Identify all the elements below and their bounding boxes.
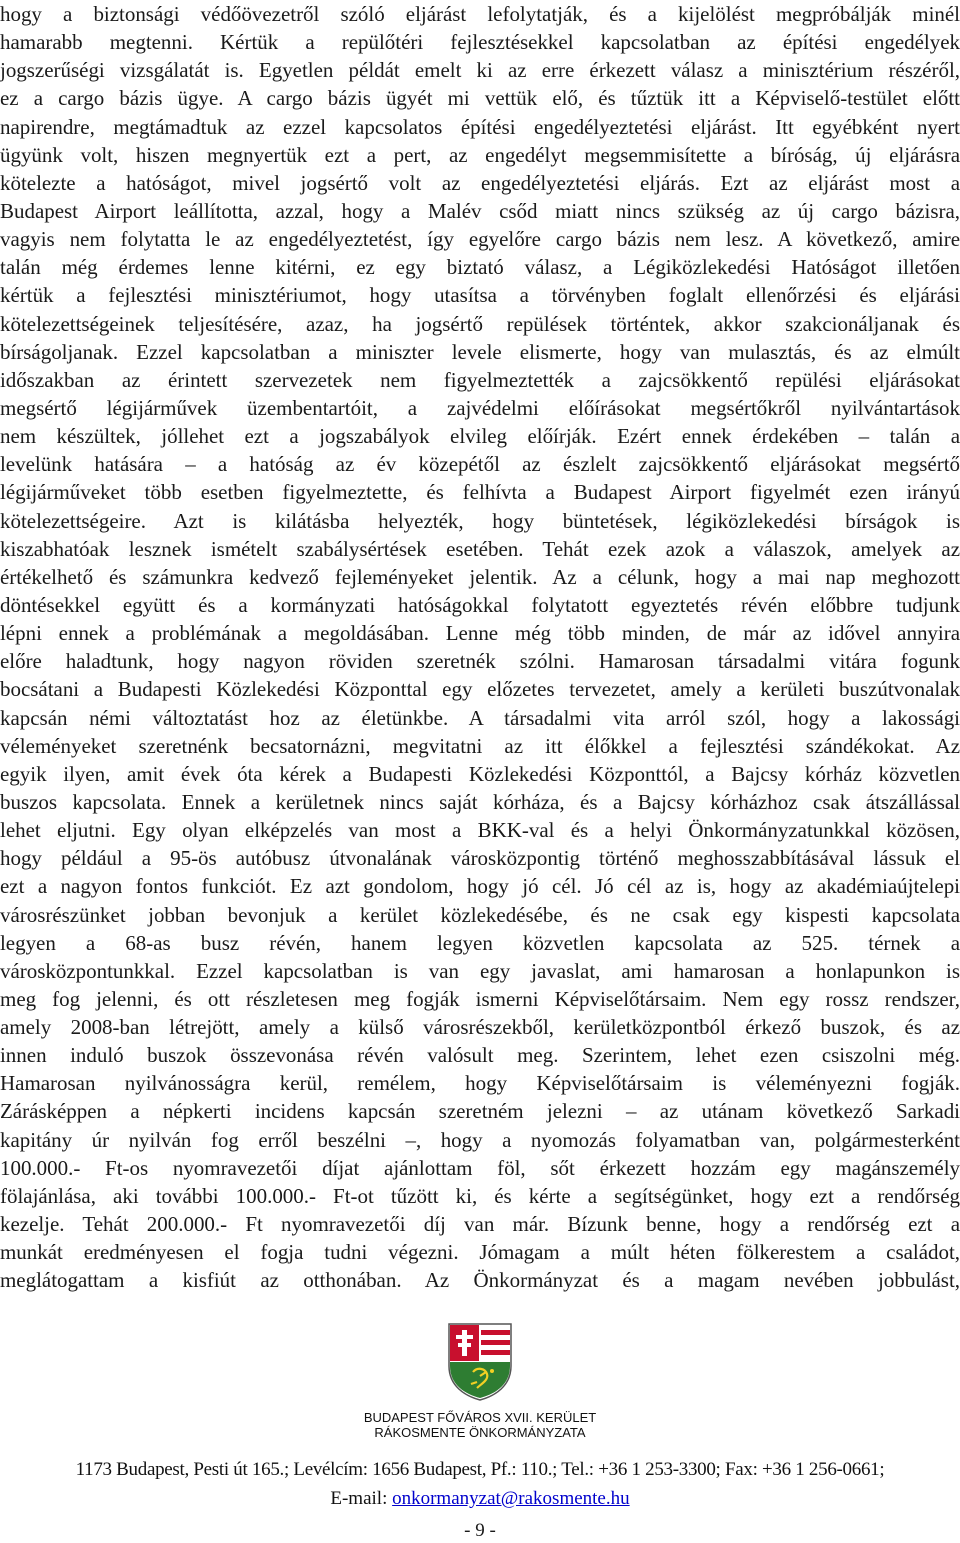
body-text-line: kötelezettségeinek teljesítésére, azaz, ha jogsértő repülések történtek, akkor szakcionáljanak és bbox=[0, 311, 960, 336]
body-text-line: városrészünket jobban bevonjuk a kerület közlekedésébe, és ne csak egy kispesti kapcsolata bbox=[0, 902, 960, 927]
body-text-line: kértük a fejlesztési minisztériumot, hogy utasítsa a törvényben foglalt ellenőrzési és eljárási bbox=[0, 283, 960, 308]
body-text-line: városközpontunkkal. Ezzel kapcsolatban is van egy javaslat, ami hamarosan a honlapunkon is bbox=[0, 958, 960, 983]
body-text-line: időszakban az érintett szervezetek nem figyelmeztették a zajcsökkentő repülési eljárásokat bbox=[0, 367, 960, 392]
body-text-line: meglátogattam a kisfiút az otthonában. Az Önkormányzat és a magam nevében jobbulást, bbox=[0, 1268, 960, 1293]
body-text-line: nem készültek, jóllehet ezt a jogszabályok elvileg előírják. Ezért ennek érdekében – talán a bbox=[0, 424, 960, 449]
body-text-line: vagyis nem folytatta le az engedélyeztetést, így egyelőre cargo bázis nem lesz. A következő, amire bbox=[0, 227, 960, 252]
footer-organization-name: BUDAPEST FŐVÁROS XVII. KERÜLET bbox=[363, 1410, 597, 1425]
body-text-line: kezelje. Tehát 200.000.- Ft nyomravezetői díj van már. Bízunk benne, hogy a rendőrség ezt a bbox=[0, 1212, 960, 1237]
body-text-line: bocsátani a Budapesti Közlekedési Központtal egy előzetes tervezetet, amely a kerületi buszútvonalak bbox=[0, 677, 960, 702]
body-text-line: napirendre, megtámadtuk az ezzel kapcsolatos építési engedélyeztetési eljárást. Itt egyébként nyert bbox=[0, 114, 960, 139]
body-text-line: innen induló buszok összevonása révén valósult meg. Szerintem, lehet ezen csiszolni még. bbox=[0, 1043, 960, 1068]
body-text-line: légijárműveket több esetben figyelmeztette, és felhívta a Budapest Airport figyelmét ezen irányú bbox=[0, 480, 960, 505]
body-text-line: bírságoljanak. Ezzel kapcsolatban a miniszter levele elismerte, hogy van mulasztás, és az elmúlt bbox=[0, 339, 960, 364]
body-text-line: Budapest Airport leállította, azzal, hogy a Malév csőd miatt nincs szükség az új cargo bázisra, bbox=[0, 198, 960, 223]
email-label: E-mail: bbox=[330, 1488, 393, 1509]
body-text-line: munkát eredményesen el fogja tudni végezni. Jómagam a múlt héten fölkerestem a családot, bbox=[0, 1240, 960, 1265]
body-text-line: véleményeket szeretnénk becsatornázni, megvitatni az itt élőkkel a fejlesztési szándékokat. Az bbox=[0, 733, 960, 758]
footer-address: 1173 Budapest, Pesti út 165.; Levélcím: 1656 Budapest, Pf.: 110.; Tel.: +36 1 253-3300; Fax: +36 1 256-0661; bbox=[75, 1459, 885, 1480]
body-text-line: lépni ennek a problémának a megoldásában. Lenne még több minden, de már az idővel annyira bbox=[0, 621, 960, 646]
body-text-line: kiszabhatóak lesznek ismételt szabálysértések esetében. Tehát ezek azok a válaszok, amelyek az bbox=[0, 536, 960, 561]
body-text-line: Hamarosan nyilvánosságra kerül, remélem, hogy Képviselőtársaim is véleményezni fogják. bbox=[0, 1071, 960, 1096]
body-text-line: kötelezettségeire. Azt is kilátásba helyezték, hogy büntetések, légiközlekedési bírságok is bbox=[0, 508, 960, 533]
body-text-line: fölajánlása, aki további 100.000.- Ft-ot tűzött ki, és kérte a segítségünket, hogy ezt a rendőrség bbox=[0, 1183, 960, 1208]
body-text-line: Zárásképpen a népkerti incidens kapcsán szeretném jelezni – az utánam következő Sarkadi bbox=[0, 1099, 960, 1124]
email-link[interactable]: onkormanyzat@rakosmente.hu bbox=[392, 1488, 630, 1509]
body-text-line: egyik ilyen, amit évek óta kérek a Budapesti Közlekedési Központtól, a Bajcsy kórház közvetlen bbox=[0, 761, 960, 786]
body-text-line: amely 2008-ban létrejött, amely a külső városrészekből, kerületközpontból érkező buszok, és az bbox=[0, 1015, 960, 1040]
body-text-line: előre haladtunk, hogy nagyon röviden szeretnék szólni. Hamarosan társadalmi vitára fogunk bbox=[0, 649, 960, 674]
body-text-line: értékelhető és számunkra kedvező fejleményeket jelentik. Az a célunk, hogy a mai nap meghozott bbox=[0, 564, 960, 589]
body-text-line: megsértő légijárművek üzembentartóit, a zajvédelmi előírásokat megsértőkről nyilvántartások bbox=[0, 395, 960, 420]
body-text-line: buszos kapcsolata. Ennek a kerületnek nincs saját kórháza, és a Bajcsy kórházhoz csak átszállással bbox=[0, 789, 960, 814]
body-text-line: 100.000.- Ft-os nyomravezetői díjat ajánlottam föl, sőt érkezett hozzám egy magánszemély bbox=[0, 1155, 960, 1180]
coat-of-arms-icon bbox=[447, 1322, 513, 1402]
body-text-line: kapitány úr nyilván fog erről beszélni –, hogy a nyomozás folyamatban van, polgármesterként bbox=[0, 1127, 960, 1152]
body-text-line: hogy például a 95-ös autóbusz útvonalának városközpontig történő meghosszabbításával lássuk el bbox=[0, 846, 960, 871]
body-text-line: döntésekkel együtt és a kormányzati hatóságokkal folytatott egyeztetés révén előbbre tudjunk bbox=[0, 592, 960, 617]
footer-organization-subname: RÁKOSMENTE ÖNKORMÁNYZATA bbox=[374, 1425, 586, 1440]
body-text-line: hogy a biztonsági védőövezetről szóló eljárást lefolytatják, és a kijelölést megpróbálják minél bbox=[0, 2, 960, 26]
body-text-line: lehet eljutni. Egy olyan elképzelés van most a BKK-val és a helyi Önkormányzatunkkal közösen, bbox=[0, 818, 960, 843]
body-text-line: legyen a 68-as busz révén, hanem legyen közvetlen kapcsolata az 525. térnek a bbox=[0, 930, 960, 955]
footer-email-line bbox=[0, 1487, 960, 1511]
body-text-line: jogszerűségi vizsgálatát is. Egyetlen példát emelt ki az erre érkezett válasz a minisztérium részéről, bbox=[0, 58, 960, 83]
body-text-line: meg fog jelenni, és ott részletesen meg fogják ismerni Képviselőtársaim. Nem egy rossz rendszer, bbox=[0, 986, 960, 1011]
body-text-line: ezt a nagyon fontos funkciót. Ez azt gondolom, hogy jó cél. Jó cél az is, hogy az akadémiaújtelepi bbox=[0, 874, 960, 899]
body-text-line: kötelezte a hatóságot, mivel jogsértő volt az engedélyeztetési eljárás. Ezt az eljárást most a bbox=[0, 170, 960, 195]
body-text-line: kapcsán némi változtatást hoz az életünkbe. A társadalmi vita arról szól, hogy a lakossági bbox=[0, 705, 960, 730]
body-text-line: levelünk hatására – a hatóság az év közepétől az észlelt zajcsökkentő eljárásokat megsértő bbox=[0, 452, 960, 477]
body-text-line: ez a cargo bázis ügye. A cargo bázis ügyét mi vettük elő, és tűztük itt a Képviselő-testület előtt bbox=[0, 86, 960, 111]
page-number: - 9 - bbox=[464, 1520, 496, 1541]
body-text-line: ügyünk volt, hiszen megnyertük ezt a pert, az engedélyt megsemmisítette a bíróság, új eljárásra bbox=[0, 142, 960, 167]
body-text-line: hamarabb megtenni. Kértük a repülőtéri fejlesztésekkel kapcsolatban az építési engedélyek bbox=[0, 30, 960, 55]
body-text-line: talán még érdemes lenne kitérni, ez egy biztató válasz, a Légiközlekedési Hatóságot illetően bbox=[0, 255, 960, 280]
